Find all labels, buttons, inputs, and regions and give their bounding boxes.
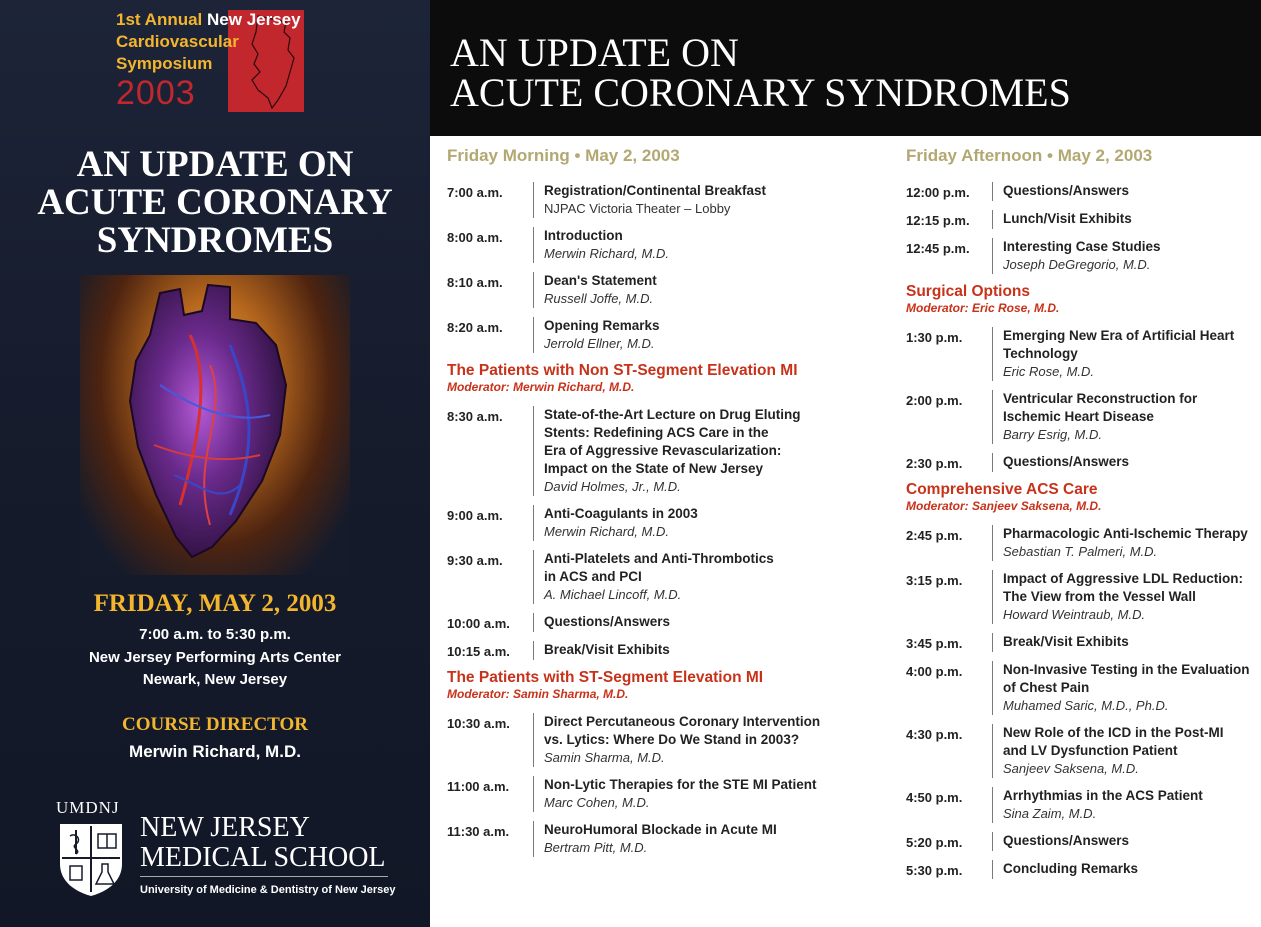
session-details — [533, 406, 877, 496]
session-title: Questions/Answers — [1003, 833, 1130, 848]
session-details — [992, 525, 1251, 561]
session-title: Break/Visit Exhibits — [1003, 634, 1129, 649]
logo-year: 2003 — [116, 74, 196, 112]
section-heading: The Patients with Non ST-Segment Elevation MI — [447, 362, 798, 379]
session-speaker: Merwin Richard, M.D. — [544, 246, 669, 261]
session-title: New Role of the ICD in the Post-MI and LV Dysfunction Patient — [1003, 725, 1224, 758]
session-speaker: Joseph DeGregorio, M.D. — [1003, 257, 1151, 272]
session-details — [533, 182, 877, 218]
schedule-row — [906, 525, 1251, 561]
course-director-name: Merwin Richard, M.D. — [129, 742, 301, 761]
session-time: 9:30 a.m. — [447, 553, 503, 568]
session-details — [533, 776, 877, 812]
schedule-row — [906, 210, 1251, 229]
section-moderator: Moderator: Sanjeev Saksena, M.D. — [906, 499, 1102, 513]
event-venue: New Jersey Performing Arts Center — [88, 649, 342, 666]
section-heading: The Patients with ST-Segment Elevation MI — [447, 669, 764, 686]
session-details — [533, 821, 877, 857]
session-details — [992, 453, 1251, 472]
title-banner — [430, 0, 1261, 136]
umdnj-label: UMDNJ — [56, 798, 120, 817]
session-details — [992, 210, 1251, 229]
session-time: 2:45 p.m. — [906, 528, 963, 543]
session-details — [533, 550, 877, 604]
schedule-row — [906, 182, 1251, 201]
school-name-line-2: MEDICAL SCHOOL — [140, 842, 386, 873]
session-time: 12:00 p.m. — [906, 185, 970, 200]
left-panel — [0, 0, 430, 927]
session-speaker: Howard Weintraub, M.D. — [1003, 607, 1146, 622]
session-title: Break/Visit Exhibits — [544, 642, 670, 657]
session-time: 11:30 a.m. — [447, 824, 510, 839]
school-shield-icon — [56, 820, 126, 903]
session-speaker: Muhamed Saric, M.D., Ph.D. — [1003, 698, 1169, 713]
session-title: Non-Lytic Therapies for the STE MI Patient — [544, 777, 817, 792]
session-details — [992, 238, 1251, 274]
session-time: 5:30 p.m. — [906, 863, 963, 878]
session-speaker: Russell Joffe, M.D. — [544, 291, 654, 306]
schedule-row — [906, 724, 1251, 778]
session-title: Questions/Answers — [544, 614, 671, 629]
session-time: 12:45 p.m. — [906, 241, 970, 256]
schedule-row — [906, 633, 1251, 652]
event-date: FRIDAY, MAY 2, 2003 — [93, 590, 337, 617]
session-title: Dean's Statement — [544, 273, 657, 288]
banner-title: AN UPDATE ON ACUTE CORONARY SYNDROMES — [450, 30, 1071, 115]
schedule-row — [447, 713, 877, 767]
schedule-row — [447, 317, 877, 353]
session-location: NJPAC Victoria Theater – Lobby — [544, 201, 731, 216]
session-speaker: Marc Cohen, M.D. — [544, 795, 650, 810]
session-speaker: Jerrold Ellner, M.D. — [544, 336, 655, 351]
session-time: 8:00 a.m. — [447, 230, 503, 245]
session-title: NeuroHumoral Blockade in Acute MI — [544, 822, 777, 837]
session-time: 4:50 p.m. — [906, 790, 963, 805]
session-title: Emerging New Era of Artificial Heart Technology — [1003, 328, 1235, 361]
session-details — [533, 227, 877, 263]
schedule-row — [906, 390, 1251, 444]
section-heading: Comprehensive ACS Care — [906, 481, 1098, 498]
session-title: Opening Remarks — [544, 318, 660, 333]
session-speaker: A. Michael Lincoff, M.D. — [544, 587, 682, 602]
session-speaker: Bertram Pitt, M.D. — [544, 840, 648, 855]
session-time: 8:20 a.m. — [447, 320, 503, 335]
session-title: Ventricular Reconstruction for Ischemic Heart Disease — [1003, 391, 1198, 424]
session-details — [992, 724, 1251, 778]
session-details — [992, 661, 1251, 715]
session-time: 10:30 a.m. — [447, 716, 510, 731]
session-details — [992, 633, 1251, 652]
session-title: Non-Invasive Testing in the Evaluation of Chest Pain — [1003, 662, 1250, 695]
session-title: Questions/Answers — [1003, 454, 1130, 469]
session-time: 8:30 a.m. — [447, 409, 503, 424]
university-name: University of Medicine & Dentistry of New Jersey — [140, 884, 396, 896]
session-time: 3:45 p.m. — [906, 636, 963, 651]
schedule-row — [906, 832, 1251, 851]
schedule-row — [906, 860, 1251, 879]
event-time: 7:00 a.m. to 5:30 p.m. — [139, 626, 291, 643]
session-title: Arrhythmias in the ACS Patient — [1003, 788, 1203, 803]
session-details — [992, 182, 1251, 201]
session-details — [992, 832, 1251, 851]
section-moderator: Moderator: Merwin Richard, M.D. — [447, 380, 635, 394]
schedule-row — [447, 406, 877, 496]
event-city: Newark, New Jersey — [142, 671, 288, 688]
schedule-row — [906, 327, 1251, 381]
session-title: Questions/Answers — [1003, 183, 1130, 198]
session-speaker: Sanjeev Saksena, M.D. — [1003, 761, 1139, 776]
session-time: 2:30 p.m. — [906, 456, 963, 471]
session-title: Impact of Aggressive LDL Reduction: The View from the Vessel Wall — [1003, 571, 1244, 604]
logo-line-1: 1st Annual New Jersey — [116, 10, 301, 29]
session-speaker: Samin Sharma, M.D. — [544, 750, 665, 765]
session-title: Anti-Coagulants in 2003 — [544, 506, 698, 521]
session-time: 12:15 p.m. — [906, 213, 970, 228]
session-time: 3:15 p.m. — [906, 573, 963, 588]
session-time: 10:15 a.m. — [447, 644, 510, 659]
session-details — [533, 317, 877, 353]
session-time: 11:00 a.m. — [447, 779, 510, 794]
session-details — [533, 505, 877, 541]
session-title: Direct Percutaneous Coronary Intervention vs. Lytics: Where Do We Stand in 2003? — [544, 714, 821, 747]
schedule-row — [906, 238, 1251, 274]
section-moderator: Moderator: Samin Sharma, M.D. — [447, 687, 629, 701]
session-time: 4:30 p.m. — [906, 727, 963, 742]
session-speaker: Sebastian T. Palmeri, M.D. — [1003, 544, 1158, 559]
schedule-row — [906, 570, 1251, 624]
logo-line-2: Cardiovascular — [116, 32, 239, 51]
session-title: Introduction — [544, 228, 623, 243]
session-time: 1:30 p.m. — [906, 330, 963, 345]
section-moderator: Moderator: Eric Rose, M.D. — [906, 301, 1060, 315]
session-details — [992, 787, 1251, 823]
session-time: 8:10 a.m. — [447, 275, 503, 290]
schedule-row — [447, 776, 877, 812]
schedule-row — [447, 227, 877, 263]
column-heading: Friday Morning • May 2, 2003 — [447, 146, 680, 165]
session-details — [992, 860, 1251, 879]
session-title: Registration/Continental Breakfast — [544, 183, 767, 198]
session-time: 4:00 p.m. — [906, 664, 963, 679]
session-title: Pharmacologic Anti-Ischemic Therapy — [1003, 526, 1248, 541]
session-speaker: Merwin Richard, M.D. — [544, 524, 669, 539]
cover-title: AN UPDATE ON ACUTE CORONARY SYNDROMES — [37, 144, 393, 261]
session-time: 2:00 p.m. — [906, 393, 963, 408]
schedule-row — [447, 505, 877, 541]
schedule-row — [447, 821, 877, 857]
morning-schedule — [447, 146, 877, 866]
schedule-row — [906, 661, 1251, 715]
schedule-row — [447, 550, 877, 604]
session-time: 5:20 p.m. — [906, 835, 963, 850]
session-time: 7:00 a.m. — [447, 185, 503, 200]
schedule-row — [447, 641, 877, 660]
section-heading: Surgical Options — [906, 283, 1031, 300]
schedule-row — [447, 272, 877, 308]
session-speaker: Sina Zaim, M.D. — [1003, 806, 1097, 821]
session-details — [992, 570, 1251, 624]
session-speaker: Eric Rose, M.D. — [1003, 364, 1095, 379]
symposium-logo — [100, 8, 330, 116]
session-title: State-of-the-Art Lecture on Drug Eluting Stents: Redefining ACS Care in the Era of Aggressive Revascularization: Impact on the State of New Jersey — [544, 407, 801, 476]
session-time: 9:00 a.m. — [447, 508, 503, 523]
schedule-row — [906, 787, 1251, 823]
session-title: Concluding Remarks — [1003, 861, 1139, 876]
session-details — [992, 390, 1251, 444]
afternoon-schedule — [906, 146, 1251, 888]
session-time: 10:00 a.m. — [447, 616, 510, 631]
schedule-row — [447, 182, 877, 218]
schedule-row — [447, 613, 877, 632]
schedule-row — [906, 453, 1251, 472]
session-title: Anti-Platelets and Anti-Thrombotics in ACS and PCI — [544, 551, 774, 584]
session-title: Lunch/Visit Exhibits — [1003, 211, 1132, 226]
session-details — [992, 327, 1251, 381]
school-divider — [140, 876, 388, 877]
school-name-line-1: NEW JERSEY — [140, 812, 310, 843]
session-speaker: David Holmes, Jr., M.D. — [544, 479, 681, 494]
session-details — [533, 613, 877, 632]
heart-illustration — [80, 275, 350, 575]
column-heading: Friday Afternoon • May 2, 2003 — [906, 146, 1153, 165]
logo-line-3: Symposium — [116, 54, 213, 73]
session-details — [533, 641, 877, 660]
course-director-label: COURSE DIRECTOR — [122, 714, 308, 735]
session-title: Interesting Case Studies — [1003, 239, 1161, 254]
session-details — [533, 272, 877, 308]
session-details — [533, 713, 877, 767]
session-speaker: Barry Esrig, M.D. — [1003, 427, 1102, 442]
